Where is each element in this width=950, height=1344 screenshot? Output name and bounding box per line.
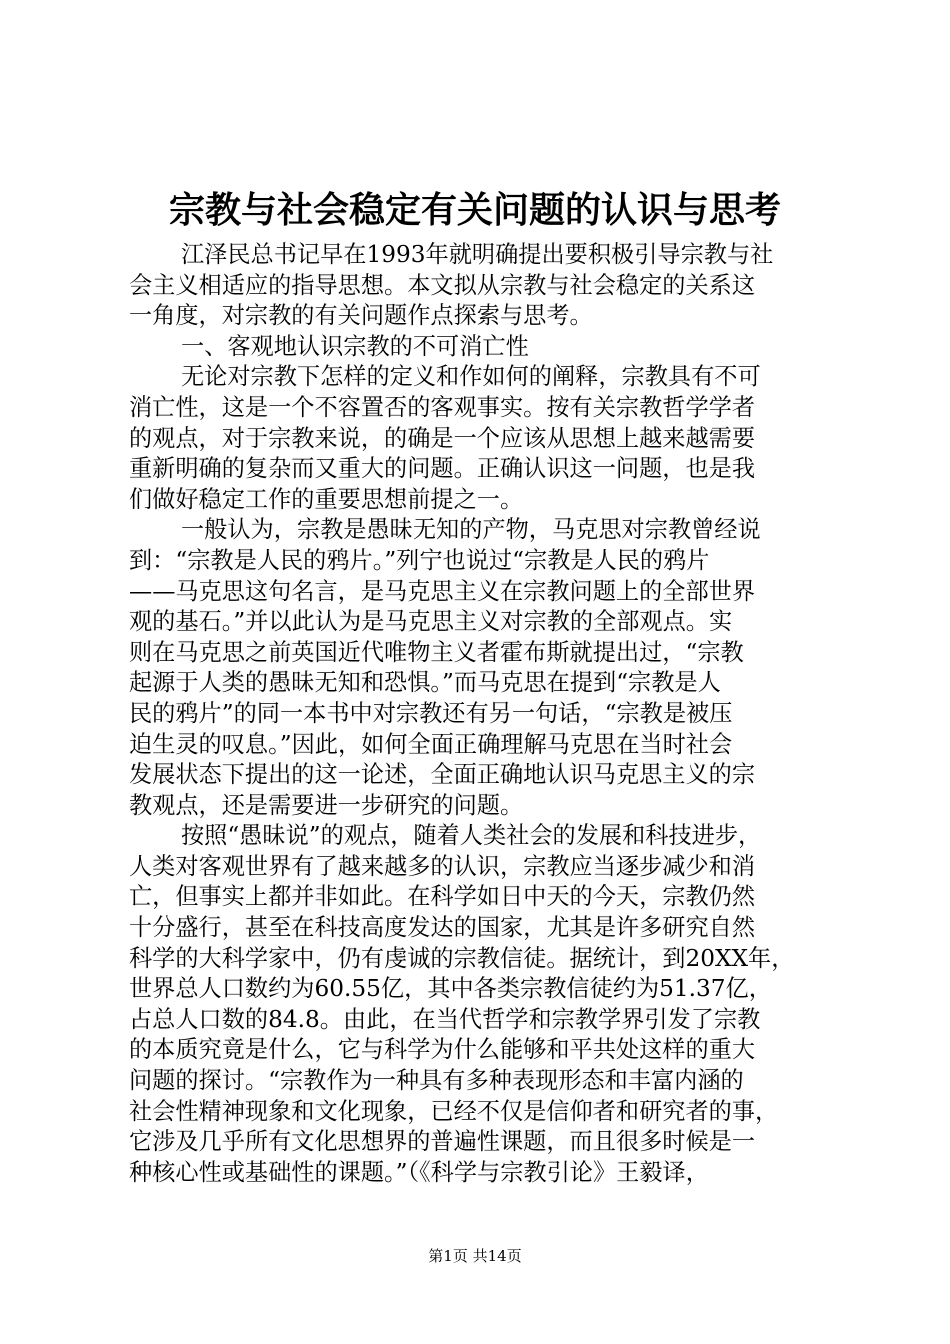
body-line: 种核心性或基础性的课题。”（《科学与宗教引论》王毅译， [129,1158,709,1186]
body-line: 起源于人类的愚昧无知和恐惧。”而马克思在提到“宗教是人 [129,669,721,697]
body-line: 发展状态下提出的这一论述，全面正确地认识马克思主义的宗 [129,761,756,789]
document-body [129,240,829,1188]
body-line: 民的鸦片”的同一本书中对宗教还有另一句话，“宗教是被压 [129,699,733,727]
body-line: 十分盛行，甚至在科技高度发达的国家，尤其是许多研究自然 [129,914,756,942]
body-line: 重新明确的复杂而又重大的问题。正确认识这一问题，也是我 [129,455,756,483]
body-line: 世界总人口数约为60.55亿，其中各类宗教信徒约为51.37亿， [129,975,772,1003]
body-line: ——马克思这句名言，是马克思主义在宗教问题上的全部世界 [129,577,756,605]
body-line: 问题的探讨。“宗教作为一种具有多种表现形态和丰富内涵的 [129,1067,744,1095]
document-title: 宗教与社会稳定有关问题的认识与思考 [168,189,781,231]
body-line: 的本质究竟是什么，它与科学为什么能够和平共处这样的重大 [129,1036,756,1064]
body-line: 迫生灵的叹息。”因此，如何全面正确理解马克思在当时社会 [129,730,733,758]
body-line: 无论对宗教下怎样的定义和作如何的阐释，宗教具有不可 [181,363,761,391]
body-line: 教观点，还是需要进一步研究的问题。 [129,791,524,819]
body-line: 它涉及几乎所有文化思想界的普遍性课题，而且很多时候是一 [129,1128,756,1156]
body-line: 一般认为，宗教是愚昧无知的产物，马克思对宗教曾经说 [181,516,761,544]
body-line: 到：“宗教是人民的鸦片。”列宁也说过“宗教是人民的鸦片 [129,546,710,574]
body-line: 们做好稳定工作的重要思想前提之一。 [129,485,524,513]
body-line: 观的基石。”并以此认为是马克思主义对宗教的全部观点。实 [129,608,733,636]
body-line: 科学的大科学家中，仍有虔诚的宗教信徒。据统计，到20XX年， [129,944,795,972]
body-line: 占总人口数的84.8。由此，在当代哲学和宗教学界引发了宗教 [129,1005,761,1033]
body-line: 的观点，对于宗教来说，的确是一个应该从思想上越来越需要 [129,424,756,452]
body-line: 社会性精神现象和文化现象，已经不仅是信仰者和研究者的事， [129,1097,779,1125]
body-line: 按照“愚昧说”的观点，随着人类社会的发展和科技进步， [181,822,762,850]
body-line: 人类对客观世界有了越来越多的认识，宗教应当逐步减少和消 [129,852,756,880]
page-footer: 第1页 共14页 [428,1247,522,1265]
body-line: 消亡性，这是一个不容置否的客观事实。按有关宗教哲学学者 [129,393,756,421]
body-line: 则在马克思之前英国近代唯物主义者霍布斯就提出过，“宗教 [129,638,744,666]
body-line: 亡，但事实上都并非如此。在科学如日中天的今天，宗教仍然 [129,883,756,911]
body-line: 一、客观地认识宗教的不可消亡性 [181,332,529,360]
body-line: 一角度，对宗教的有关问题作点探索与思考。 [129,302,593,330]
body-line: 会主义相适应的指导思想。本文拟从宗教与社会稳定的关系这 [129,271,756,299]
body-line: 江泽民总书记早在1993年就明确提出要积极引导宗教与社 [181,241,774,268]
